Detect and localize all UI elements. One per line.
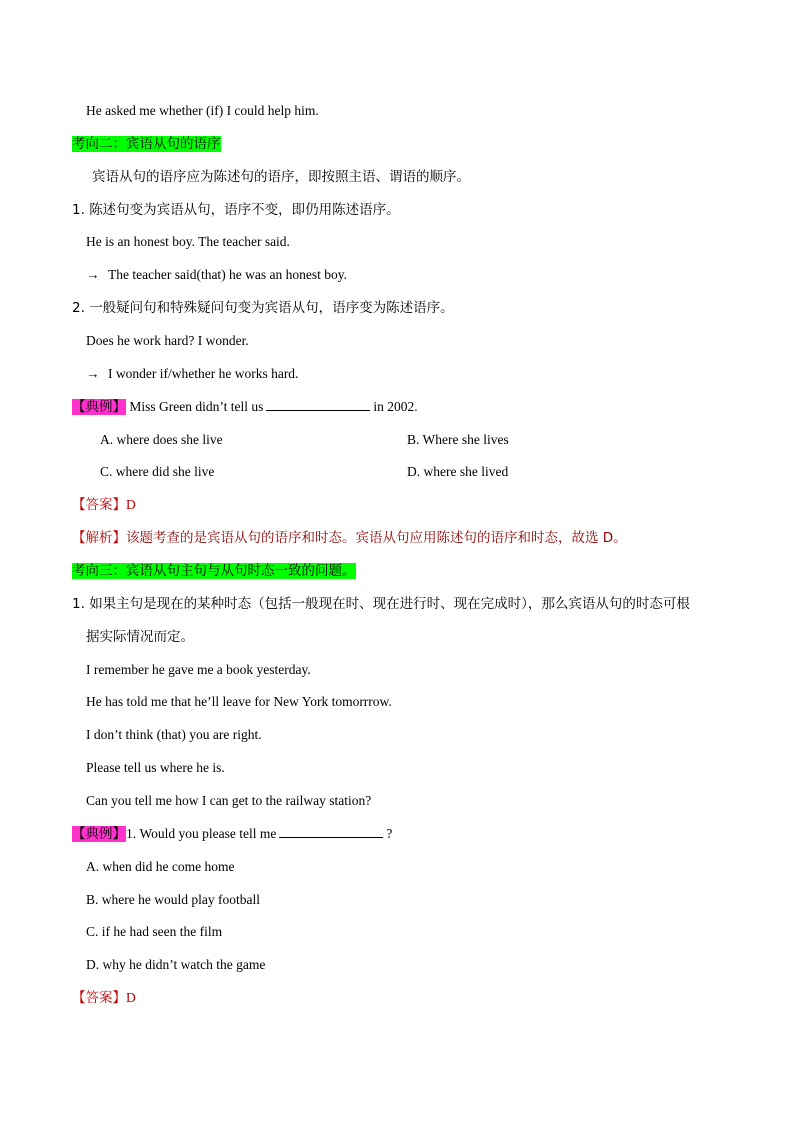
point-number: 1. xyxy=(72,596,85,612)
section2-analysis xyxy=(72,528,627,548)
option-c: C. where did she live xyxy=(100,464,215,479)
answer-value: D xyxy=(126,990,136,1005)
section3-point1-line1 xyxy=(72,594,690,614)
arrow-icon: → xyxy=(86,267,100,282)
answer-blank xyxy=(279,825,383,838)
point1-example: He is an honest boy. The teacher said. xyxy=(86,234,290,249)
option-b: B. Where she lives xyxy=(407,432,509,447)
intro-sentence: He asked me whether (if) I could help him. xyxy=(86,103,319,118)
option-d: D. where she lived xyxy=(407,464,509,479)
section2-answer xyxy=(72,495,136,515)
section3-point1-line2: 据实际情况而定。 xyxy=(86,629,194,645)
point2-result-text: I wonder if/whether he works hard. xyxy=(108,366,299,381)
section2-rule: 宾语从句的语序应为陈述句的语序，即按照主语、谓语的顺序。 xyxy=(92,169,470,185)
question-stem-after: in 2002. xyxy=(373,399,418,414)
section2-point2 xyxy=(72,298,454,318)
tense-example-1: I remember he gave me a book yesterday. xyxy=(86,662,311,677)
section2-heading-text: 考向二：宾语从句的语序 xyxy=(72,136,221,152)
tense-example-5: Can you tell me how I can get to the railway station? xyxy=(86,793,372,808)
section3-example-question xyxy=(72,824,392,844)
option-d: D. why he didn’t watch the game xyxy=(86,957,266,972)
section3-answer xyxy=(72,988,136,1008)
analysis-tag: 【解析】 xyxy=(72,530,126,546)
point1-result xyxy=(86,265,347,285)
tense-example-4: Please tell us where he is. xyxy=(86,760,225,775)
section2-point1 xyxy=(72,200,400,220)
option-a: A. when did he come home xyxy=(86,859,235,874)
option-a: A. where does she live xyxy=(100,432,223,447)
answer-tag: 【答案】 xyxy=(72,990,126,1006)
answer-tag: 【答案】 xyxy=(72,497,126,513)
section2-heading xyxy=(72,134,221,154)
answer-blank xyxy=(266,398,370,411)
section2-example-question xyxy=(72,397,418,417)
option-c: C. if he had seen the film xyxy=(86,924,223,939)
point-number: 1. xyxy=(72,202,85,218)
arrow-icon: → xyxy=(86,366,100,381)
answer-value: D xyxy=(126,497,136,512)
point-number: 2. xyxy=(72,300,85,316)
section3-heading xyxy=(72,561,356,581)
section3-heading-text: 考向三：宾语从句主句与从句时态一致的问题。 xyxy=(72,563,356,579)
tense-example-3: I don’t think (that) you are right. xyxy=(86,727,262,742)
example-tag: 【典例】 xyxy=(72,826,126,842)
point2-result xyxy=(86,364,298,384)
tense-example-2: He has told me that he’ll leave for New York tomorrrow. xyxy=(86,694,392,709)
analysis-text: 该题考查的是宾语从句的语序和时态。宾语从句应用陈述句的语序和时态，故选 D。 xyxy=(126,530,627,546)
point1-result-text: The teacher said(that) he was an honest boy. xyxy=(108,267,348,282)
point2-example: Does he work hard? I wonder. xyxy=(86,333,249,348)
question-stem-after: ? xyxy=(386,826,393,841)
example-tag: 【典例】 xyxy=(72,399,126,415)
point-text: 一般疑问句和特殊疑问句变为宾语从句，语序变为陈述语序。 xyxy=(89,300,454,316)
point-text: 陈述句变为宾语从句，语序不变，即仍用陈述语序。 xyxy=(89,202,400,218)
question-stem-before: 1. Would you please tell me xyxy=(126,826,277,841)
point-text: 如果主句是现在的某种时态（包括一般现在时、现在进行时、现在完成时），那么宾语从句的时态可根 xyxy=(89,596,690,612)
question-stem-before: Miss Green didn’t tell us xyxy=(129,399,264,414)
option-b: B. where he would play football xyxy=(86,892,260,907)
